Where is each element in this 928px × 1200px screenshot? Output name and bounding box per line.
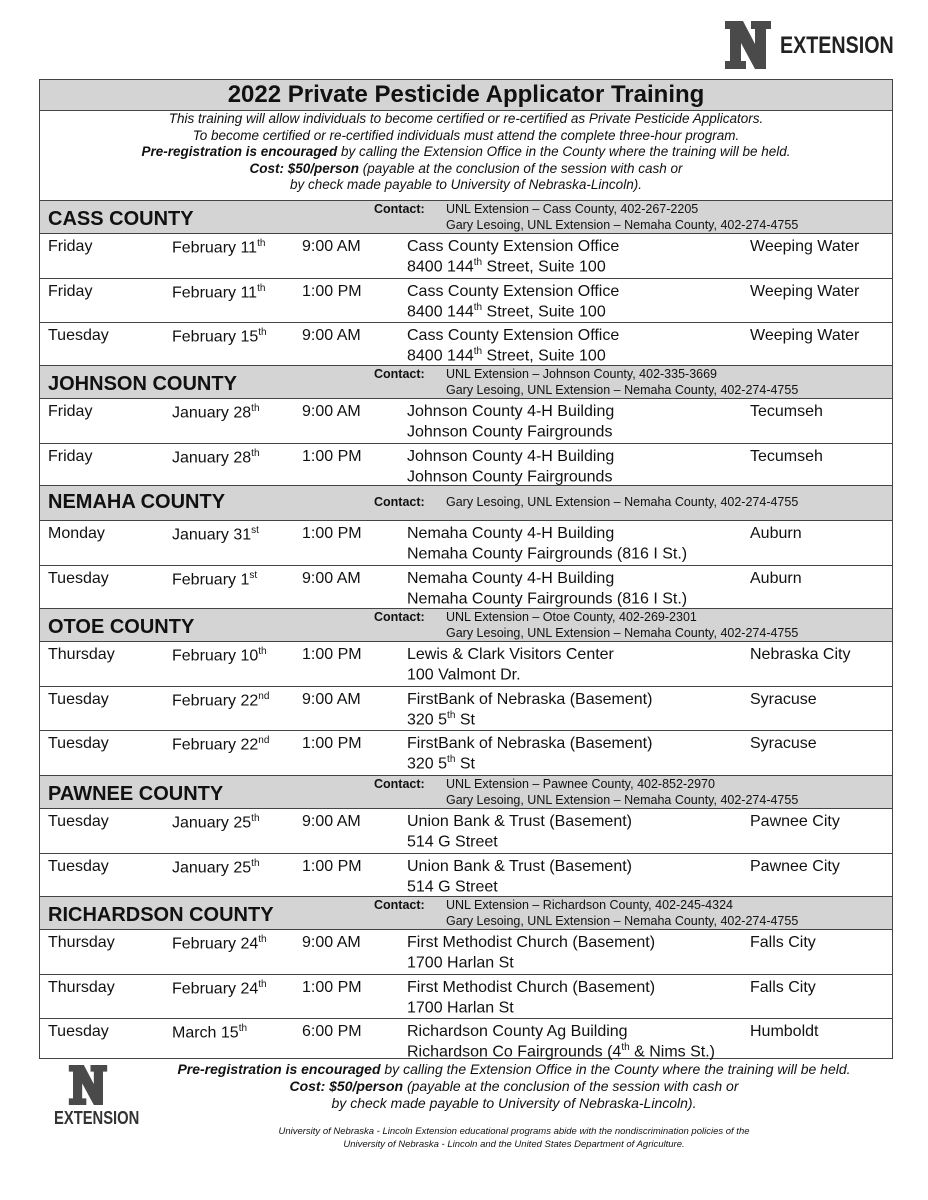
contact-line: Gary Lesoing, UNL Extension – Nemaha County, 402-274-4755 — [446, 383, 799, 397]
session-day: Tuesday — [48, 857, 109, 875]
session-location: Johnson County 4-H Building — [407, 447, 615, 465]
contact-label: Contact: — [374, 367, 425, 381]
session-row — [40, 975, 892, 1020]
session-date: February 24th — [172, 978, 267, 997]
session-city: Tecumseh — [750, 403, 823, 420]
session-row — [40, 1019, 892, 1064]
session-day: Tuesday — [48, 813, 109, 830]
session-row — [40, 854, 892, 899]
session-address: Nemaha County Fairgrounds (816 I St.) — [407, 589, 688, 607]
session-address: 320 5th St — [407, 754, 475, 773]
session-day: Monday — [48, 525, 105, 542]
county-name: NEMAHA COUNTY — [48, 491, 226, 513]
session-date: February 1st — [172, 569, 258, 588]
session-location: Cass County Extension Office — [407, 282, 620, 300]
session-address: 8400 144th Street, Suite 100 — [407, 301, 606, 320]
session-location: Nemaha County 4-H Building — [407, 569, 615, 587]
session-location: Union Bank & Trust (Basement) — [407, 813, 632, 830]
session-day: Tuesday — [48, 569, 109, 587]
session-location: Union Bank & Trust (Basement) — [407, 857, 632, 875]
county-name: JOHNSON COUNTY — [48, 373, 237, 395]
session-date: February 10th — [172, 646, 267, 665]
extension-logo — [724, 20, 894, 70]
county-header — [40, 896, 892, 930]
session-location: Lewis & Clark Visitors Center — [407, 646, 614, 663]
footer-extension-logo — [52, 1064, 140, 1134]
session-city: Syracuse — [750, 690, 817, 708]
session-location: Nemaha County 4-H Building — [407, 525, 615, 542]
session-city: Nebraska City — [750, 646, 851, 663]
county-name: PAWNEE COUNTY — [48, 783, 224, 805]
session-day: Tuesday — [48, 735, 109, 752]
session-location: FirstBank of Nebraska (Basement) — [407, 735, 653, 752]
session-day: Tuesday — [48, 327, 109, 344]
session-row — [40, 444, 892, 489]
session-location: Cass County Extension Office — [407, 238, 620, 255]
session-address: Johnson County Fairgrounds — [407, 423, 613, 441]
session-location: First Methodist Church (Basement) — [407, 978, 656, 996]
session-city: Falls City — [750, 934, 816, 951]
contact-line: Gary Lesoing, UNL Extension – Nemaha County, 402-274-4755 — [446, 626, 799, 640]
session-city: Tecumseh — [750, 447, 823, 465]
contact-label: Contact: — [374, 898, 425, 912]
session-day: Thursday — [48, 646, 115, 663]
session-address: Richardson Co Fairgrounds (4th & Nims St.) — [407, 1042, 716, 1061]
contact-line: UNL Extension – Otoe County, 402-269-2301 — [446, 610, 697, 624]
session-date: March 15th — [172, 1023, 248, 1042]
intro-text: This training will allow individuals to become certified or re-certified as Private Pesticide Applicators. To become certified or re-certified individuals must attend the complete three-hour program. Pre-registration is encouraged by calling the Extension Office in the County where the training will be held. Cost: $50/person (payable at the conclusion of the session with cash or by check made payable to University of Nebraska-Lincoln). — [141, 111, 791, 192]
page-title: 2022 Private Pesticide Applicator Training — [40, 80, 892, 111]
session-city: Weeping Water — [750, 327, 860, 344]
nebraska-n-icon — [68, 1064, 108, 1106]
session-time: 6:00 PM — [302, 1023, 362, 1040]
session-time: 9:00 AM — [302, 569, 361, 587]
session-address: Johnson County Fairgrounds — [407, 467, 613, 485]
session-address: 8400 144th Street, Suite 100 — [407, 257, 606, 276]
session-city: Auburn — [750, 569, 802, 587]
session-city: Pawnee City — [750, 857, 840, 875]
session-address: 514 G Street — [407, 833, 498, 851]
footer-text: Pre-registration is encouraged by calling the Extension Office in the County where the training will be held. Cost: $50/person (payable at the conclusion of the session with cash or by check made payable to University of Nebraska-Lincoln). — [177, 1061, 851, 1111]
session-row — [40, 809, 892, 854]
session-date: January 28th — [172, 447, 260, 466]
contact-line: UNL Extension – Pawnee County, 402-852-2970 — [446, 777, 715, 791]
session-row — [40, 234, 892, 279]
session-date: February 11th — [172, 282, 266, 301]
contact-line: Gary Lesoing, UNL Extension – Nemaha County, 402-274-4755 — [446, 218, 799, 232]
session-address: Nemaha County Fairgrounds (816 I St.) — [407, 545, 688, 563]
session-city: Weeping Water — [750, 282, 860, 300]
session-city: Pawnee City — [750, 813, 840, 830]
contact-line: UNL Extension – Cass County, 402-267-2205 — [446, 202, 699, 216]
county-name: RICHARDSON COUNTY — [48, 904, 274, 926]
session-city: Auburn — [750, 525, 802, 542]
county-header — [40, 775, 892, 809]
session-address: 100 Valmont Dr. — [407, 666, 521, 684]
session-date: January 25th — [172, 857, 260, 876]
session-day: Friday — [48, 447, 93, 465]
session-address: 1700 Harlan St — [407, 998, 514, 1016]
county-name: OTOE COUNTY — [48, 616, 195, 638]
nondiscrimination-statement: University of Nebraska - Lincoln Extension educational programs abide with the nondiscrimination policies of the University of Nebraska - Lincoln and the United States Department of Agriculture. — [278, 1126, 750, 1150]
session-day: Thursday — [48, 934, 115, 951]
session-day: Friday — [48, 282, 93, 300]
session-time: 9:00 AM — [302, 327, 361, 344]
session-date: February 11th — [172, 238, 266, 257]
session-date: January 31st — [172, 525, 259, 544]
session-row — [40, 323, 892, 368]
county-header — [40, 200, 892, 234]
session-location: FirstBank of Nebraska (Basement) — [407, 690, 653, 708]
session-date: January 28th — [172, 403, 260, 422]
session-location: Johnson County 4-H Building — [407, 403, 615, 420]
session-row — [40, 279, 892, 324]
session-city: Weeping Water — [750, 238, 860, 255]
session-time: 1:00 PM — [302, 735, 362, 752]
session-time: 9:00 AM — [302, 238, 361, 255]
session-day: Friday — [48, 403, 93, 420]
session-time: 9:00 AM — [302, 813, 361, 830]
county-header — [40, 365, 892, 399]
session-location: Cass County Extension Office — [407, 327, 620, 344]
session-address: 8400 144th Street, Suite 100 — [407, 346, 606, 365]
contact-label: Contact: — [374, 202, 425, 216]
session-row — [40, 930, 892, 975]
session-row — [40, 642, 892, 687]
logo-text: EXTENSION — [780, 32, 894, 59]
logo-text: EXTENSION — [54, 1108, 140, 1128]
contact-line: Gary Lesoing, UNL Extension – Nemaha County, 402-274-4755 — [446, 495, 799, 509]
session-date: February 22nd — [172, 690, 270, 709]
contact-label: Contact: — [374, 777, 425, 791]
session-day: Thursday — [48, 978, 115, 996]
session-row — [40, 687, 892, 732]
contact-line: UNL Extension – Johnson County, 402-335-3669 — [446, 367, 718, 381]
session-location: Richardson County Ag Building — [407, 1023, 628, 1040]
session-day: Friday — [48, 238, 93, 255]
session-time: 1:00 PM — [302, 282, 362, 300]
session-time: 1:00 PM — [302, 447, 362, 465]
session-time: 1:00 PM — [302, 646, 362, 663]
session-address: 320 5th St — [407, 709, 475, 728]
session-address: 514 G Street — [407, 877, 498, 895]
session-day: Tuesday — [48, 690, 109, 708]
session-date: February 22nd — [172, 735, 270, 754]
session-row — [40, 521, 892, 566]
session-time: 9:00 AM — [302, 403, 361, 420]
nebraska-n-icon — [724, 20, 772, 70]
contact-label: Contact: — [374, 610, 425, 624]
contact-line: Gary Lesoing, UNL Extension – Nemaha County, 402-274-4755 — [446, 914, 799, 928]
contact-line: Gary Lesoing, UNL Extension – Nemaha County, 402-274-4755 — [446, 793, 799, 807]
county-name: CASS COUNTY — [48, 208, 194, 230]
session-location: First Methodist Church (Basement) — [407, 934, 656, 951]
session-time: 9:00 AM — [302, 934, 361, 951]
training-schedule — [39, 79, 893, 1059]
session-time: 9:00 AM — [302, 690, 361, 708]
session-row — [40, 566, 892, 611]
session-time: 1:00 PM — [302, 857, 362, 875]
session-day: Tuesday — [48, 1023, 109, 1040]
session-date: February 15th — [172, 327, 267, 346]
contact-line: UNL Extension – Richardson County, 402-245-4324 — [446, 898, 733, 912]
session-row — [40, 731, 892, 776]
session-date: January 25th — [172, 813, 260, 832]
session-row — [40, 399, 892, 444]
session-city: Humboldt — [750, 1023, 819, 1040]
county-header — [40, 608, 892, 642]
session-date: February 24th — [172, 934, 267, 953]
session-city: Falls City — [750, 978, 816, 996]
session-city: Syracuse — [750, 735, 817, 752]
contact-label: Contact: — [374, 495, 425, 509]
session-time: 1:00 PM — [302, 525, 362, 542]
session-time: 1:00 PM — [302, 978, 362, 996]
county-header — [40, 485, 892, 521]
session-address: 1700 Harlan St — [407, 954, 514, 972]
